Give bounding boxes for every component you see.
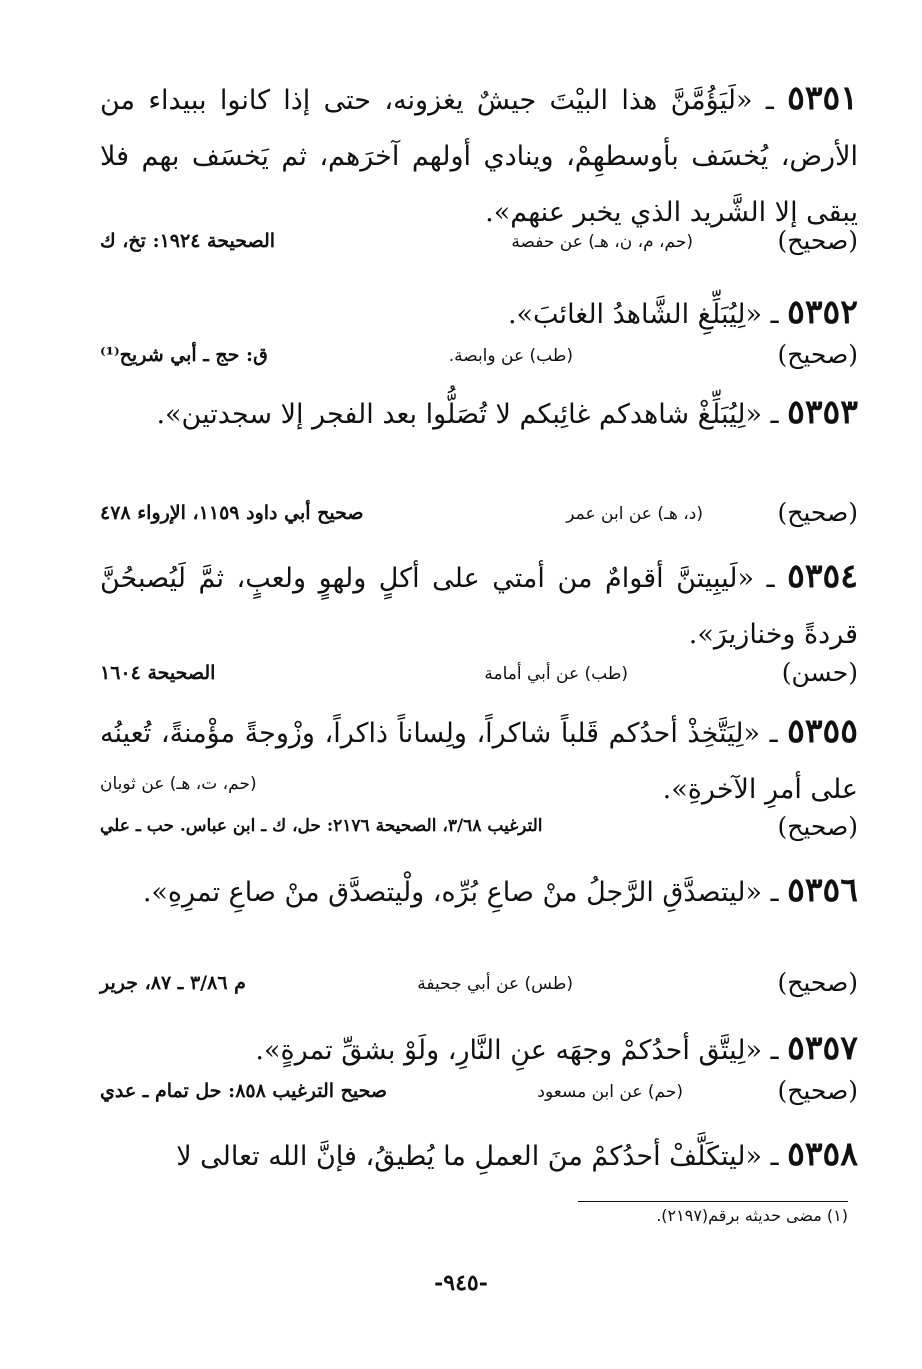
hadith-entry [100, 1126, 858, 1185]
hadith-text: ـ «ليتصدَّقِ الرَّجلُ منْ صاعِ بُرِّه، ولْيتصدَّق منْ صاعِ تمرِهِ». [142, 877, 788, 908]
hadith-number: ٥٣٥٧ [787, 1028, 858, 1067]
grade-label: (صحيح) [777, 812, 858, 841]
hadith-entry [100, 862, 858, 921]
footnote: (١) مضى حديثه برقم(٢١٩٧). [656, 1206, 848, 1225]
reference-line [100, 498, 858, 538]
reference-line [100, 1076, 858, 1116]
authentication-label: صحيح الترغيب ٨٥٨: حل تمام ـ عدي [100, 1080, 388, 1102]
grade-label: (صحيح) [777, 226, 858, 255]
authentication-label: ق: حج ـ أبي شريح⁽¹⁾ [100, 344, 268, 366]
hadith-entry [100, 548, 858, 663]
grade-label: (صحيح) [777, 1076, 858, 1105]
hadith-entry [100, 70, 858, 241]
hadith-text: ـ «لِيُبَلِّغِ الشَّاهدُ الغائبَ». [507, 299, 788, 330]
authentication-label: الترغيب ٣/٦٨، الصحيحة ٢١٧٦: حل، ك ـ ابن عباس. حب ـ علي [100, 816, 543, 836]
source-label: (طب) عن أبي أمامة [484, 664, 628, 684]
source-label: (حم، م، ن، هـ) عن حفصة [511, 232, 693, 252]
source-label: (طب) عن وابصة. [448, 346, 573, 366]
hadith-entry [100, 284, 858, 343]
source-label: (د، هـ) عن ابن عمر [566, 504, 703, 524]
hadith-number: ٥٣٥٨ [787, 1134, 858, 1173]
hadith-entry [100, 1020, 858, 1079]
reference-line [100, 340, 858, 380]
source-label: (حم) عن ابن مسعود [537, 1082, 683, 1102]
hadith-number: ٥٣٥٢ [787, 292, 858, 331]
footnote-divider [578, 1201, 848, 1202]
source-line [100, 768, 858, 808]
source-label: (طس) عن أبي جحيفة [417, 974, 573, 994]
reference-line [100, 968, 858, 1008]
hadith-number: ٥٣٥٤ [787, 556, 858, 595]
reference-line [100, 658, 858, 698]
page-number: -٩٤٥- [434, 1270, 488, 1296]
grade-label: (صحيح) [777, 968, 858, 997]
authentication-label: الصحيحة ١٩٢٤: تخ، ك [100, 230, 276, 252]
hadith-text: ـ «لَيبِيتنَّ أقوامٌ من أمتي على أكلٍ ولهوٍ ولعبٍ، ثمَّ لَيُصبحُنَّ قردةً وخنازيرَ». [100, 563, 858, 650]
grade-label: (صحيح) [777, 340, 858, 369]
source-label: (حم، ت، هـ) عن ثوبان [100, 774, 257, 794]
hadith-entry [100, 384, 858, 443]
hadith-number: ٥٣٥٦ [787, 870, 858, 909]
hadith-text: ـ «لِيُبَلِّغْ شاهدكم غائِبكم لا تُصَلُّوا بعد الفجر إلا سجدتين». [156, 399, 788, 430]
hadith-number: ٥٣٥٥ [787, 711, 858, 750]
authentication-label: م ٣/٨٦ ـ ٨٧، جرير [100, 972, 246, 994]
reference-line [100, 226, 858, 266]
grade-label: (حسن) [781, 658, 858, 687]
grade-label: (صحيح) [777, 498, 858, 527]
hadith-number: ٥٣٥٣ [787, 392, 858, 431]
authentication-label: صحيح أبي داود ١١٥٩، الإرواء ٤٧٨ [100, 502, 364, 524]
authentication-label: الصحيحة ١٦٠٤ [100, 662, 216, 684]
hadith-text: ـ «لِيَتَّخِذْ أحدُكم قَلباً شاكراً، ولِساناً ذاكراً، وزْوجةً مؤْمنةً، تُعينُه على أمرِ الآخرةِ». [100, 718, 858, 805]
hadith-text: ـ «ليتكَلَّفْ أحدُكمْ منَ العملِ ما يُطيقُ، فإنَّ الله تعالى لا [176, 1141, 788, 1172]
hadith-text: ـ «لِيتَّق أحدُكمْ وجهَه عنِ النَّارِ، ولَوْ بشقِّ تمرةٍ». [255, 1035, 788, 1066]
hadith-text: ـ «لَيَؤُمَّنَّ هذا البيْتَ جيشٌ يغزونه، حتى إذا كانوا ببيداء من الأرض، يُخسَف بأوسطهِمْ، وينادي أولهم آخرَهم، ثم يَخسَف بهم فلا يبقى إلا الشَّريد الذي يخبر عنهم». [100, 85, 858, 228]
reference-line [100, 812, 858, 852]
hadith-number: ٥٣٥١ [787, 78, 858, 117]
